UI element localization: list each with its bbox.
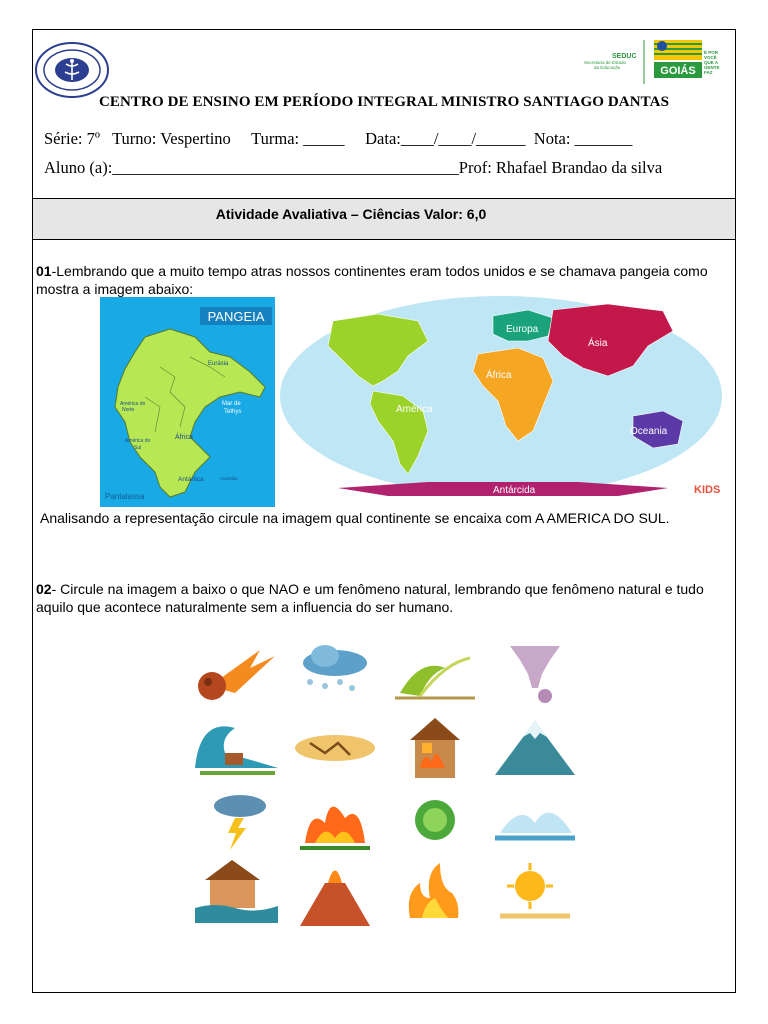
turno-field: Turno: Vespertino <box>112 129 231 148</box>
goias-government-logo <box>580 36 730 86</box>
hail-cloud-icon[interactable] <box>290 638 380 708</box>
svg-text:FAZ: FAZ <box>704 70 713 75</box>
svg-text:América: América <box>396 404 433 415</box>
question-1-number: 01 <box>36 263 52 279</box>
svg-text:Mar de: Mar de <box>222 401 241 407</box>
pangaea-svg <box>100 297 275 507</box>
mountain-icon[interactable] <box>490 713 580 783</box>
pangaea-map[interactable] <box>100 297 275 507</box>
info-line-2 <box>44 158 662 178</box>
info-line-1 <box>44 129 632 149</box>
wind-storm-icon[interactable] <box>390 638 480 708</box>
svg-text:Pantalassa: Pantalassa <box>105 492 145 501</box>
meteor-icon[interactable] <box>190 638 280 708</box>
question-2-number: 02 <box>36 581 52 597</box>
svg-text:América do: América do <box>120 401 146 407</box>
activity-valor: Valor: 6,0 <box>424 206 487 222</box>
question-1 <box>36 262 726 298</box>
pangaea-title: PANGEIA <box>207 309 265 324</box>
data-field[interactable]: Data:____/____/______ <box>365 129 526 148</box>
prof-field: Prof: Rhafael Brandao da silva <box>458 158 663 177</box>
serie-field: Série: 7º <box>44 129 100 148</box>
svg-text:Sul: Sul <box>134 445 142 451</box>
world-map-svg <box>278 296 724 500</box>
svg-text:Norte: Norte <box>122 407 135 413</box>
toxic-leaf-icon[interactable] <box>390 788 480 858</box>
school-seal-logo <box>34 42 110 98</box>
sun-heat-icon[interactable] <box>490 858 580 928</box>
svg-text:África: África <box>175 434 193 441</box>
tsunami-icon[interactable] <box>190 713 280 783</box>
svg-text:Antárcida: Antárcida <box>493 485 536 496</box>
svg-text:Eurásia: Eurásia <box>208 361 229 367</box>
svg-text:América do: América do <box>125 438 151 444</box>
question-1-instruction: Analisando a representação circule na imagem qual continente se encaixa com A AMERICA DO SUL. <box>40 510 670 526</box>
svg-text:KIDS: KIDS <box>694 484 721 496</box>
ice-icon[interactable] <box>490 788 580 858</box>
seduc-text: SEDUC <box>612 53 637 60</box>
svg-text:GENTE: GENTE <box>704 65 720 70</box>
svg-text:Europa: Europa <box>506 324 539 335</box>
earthquake-icon[interactable] <box>290 713 380 783</box>
aluno-field[interactable]: Aluno (a):__________________________________________ <box>44 158 459 177</box>
svg-text:GOIÁS: GOIÁS <box>660 65 696 77</box>
svg-text:África: África <box>486 370 512 381</box>
natural-phenomena-grid[interactable] <box>190 638 580 928</box>
house-fire-icon[interactable] <box>390 713 480 783</box>
activity-banner-text <box>0 206 702 222</box>
svg-text:VOCÊ: VOCÊ <box>704 55 717 60</box>
activity-title: Atividade Avaliativa – Ciências <box>215 206 421 222</box>
flood-house-icon[interactable] <box>190 858 280 928</box>
svg-text:Austrália: Austrália <box>220 476 238 481</box>
school-name: CENTRO DE ENSINO EM PERÍODO INTEGRAL MINISTRO SANTIAGO DANTAS <box>98 94 670 110</box>
svg-text:da Educação: da Educação <box>594 65 621 70</box>
svg-text:É POR: É POR <box>704 50 719 55</box>
svg-text:Ásia: Ásia <box>588 338 608 349</box>
fire-icon[interactable] <box>390 858 480 928</box>
svg-text:Secretaria de Estado: Secretaria de Estado <box>584 60 627 65</box>
nota-field[interactable]: Nota: _______ <box>533 129 633 148</box>
thunderstorm-icon[interactable] <box>190 788 280 858</box>
volcano-icon[interactable] <box>290 858 380 928</box>
wildfire-icon[interactable] <box>290 788 380 858</box>
svg-text:Oceania: Oceania <box>630 426 668 437</box>
question-2-text: - Circule na imagem a baixo o que NAO e um fenômeno natural, lembrando que fenômeno natural e tudo aquilo que acontece naturalmente sem a influencia do ser humano. <box>36 581 704 615</box>
world-map[interactable] <box>278 296 724 500</box>
svg-text:Antártica: Antártica <box>178 476 204 483</box>
svg-text:Tethys: Tethys <box>224 409 242 415</box>
tornado-icon[interactable] <box>490 638 580 708</box>
question-2 <box>36 580 726 616</box>
turma-field[interactable]: Turma: _____ <box>251 129 345 148</box>
kids-brand-icon <box>694 480 724 496</box>
question-1-text: -Lembrando que a muito tempo atras nossos continentes eram todos unidos e se chamava pangeia como mostra a imagem abaixo: <box>36 263 708 297</box>
svg-text:QUE A: QUE A <box>704 60 719 65</box>
